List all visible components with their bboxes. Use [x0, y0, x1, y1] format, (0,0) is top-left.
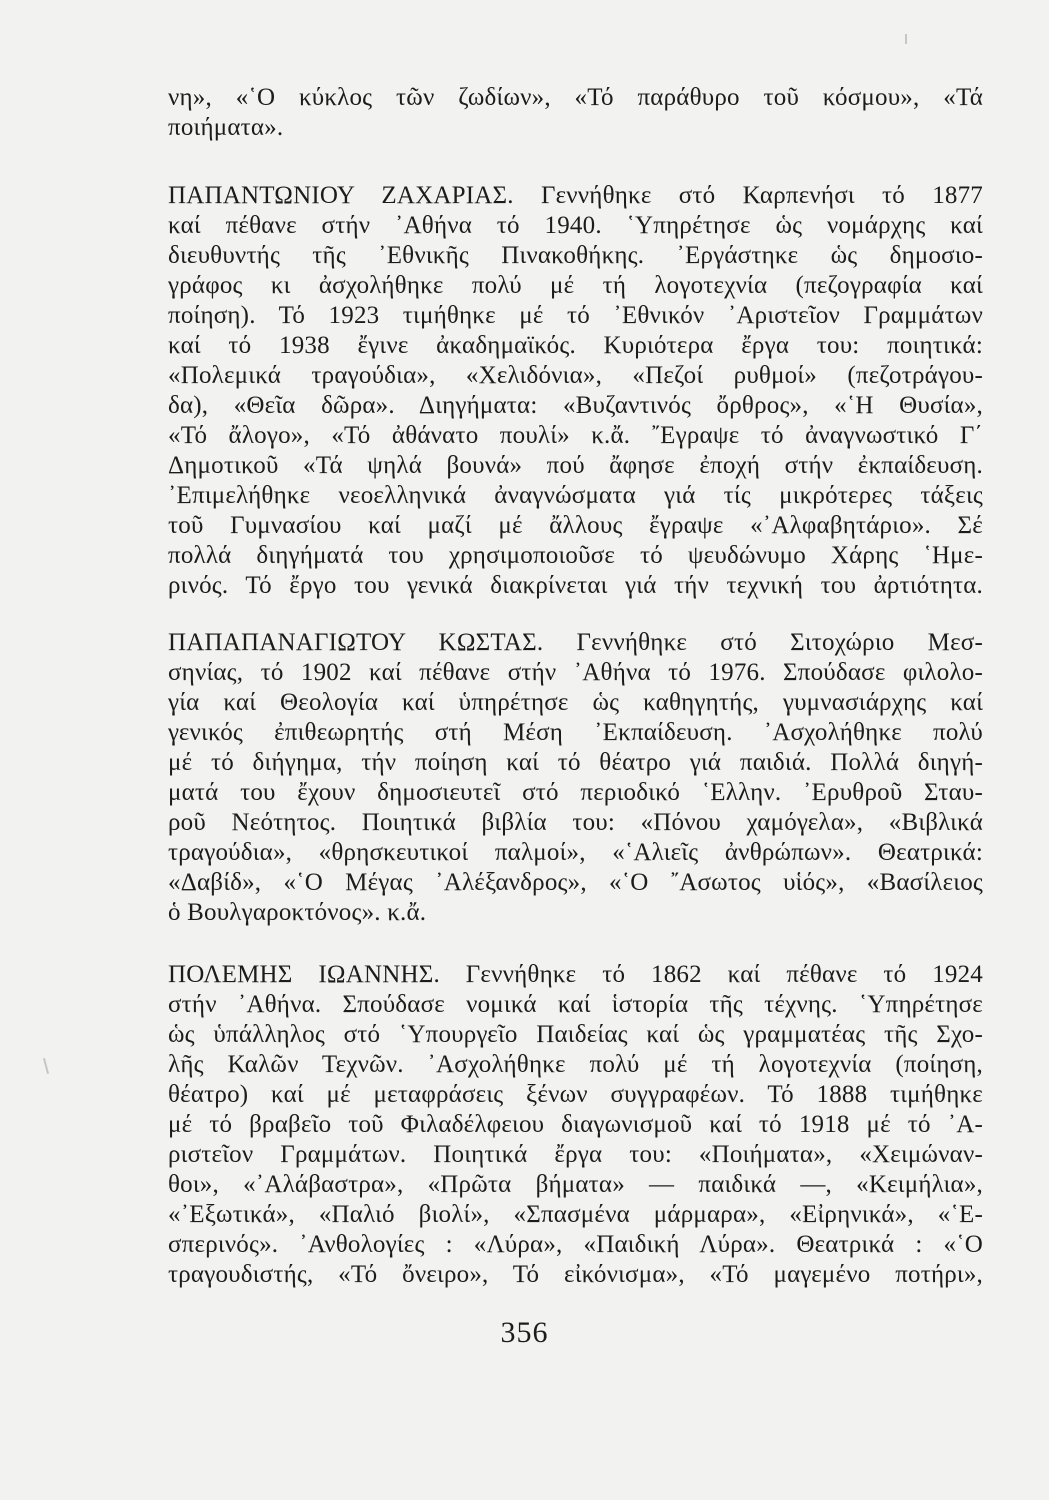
text-line: γράφος κι ἀσχολήθηκε πολύ μέ τή λογοτεχνία (πεζογραφία καί [168, 272, 983, 299]
text-line: λῆς Καλῶν Τεχνῶν. ᾿Ασχολήθηκε πολύ μέ τή λογοτεχνία (ποίηση, [168, 1051, 983, 1078]
text-line: ΠΟΛΕΜΗΣ ΙΩΑΝΝΗΣ. Γεννήθηκε τό 1862 καί πέθανε τό 1924 [168, 961, 983, 988]
text-line: σπερινός». ᾿Ανθολογίες : «Λύρα», «Παιδική Λύρα». Θεατρικά : «῾Ο [168, 1231, 983, 1258]
text-line: ᾿Επιμελήθηκε νεοελληνικά ἀναγνώσματα γιά τίς μικρότερες τάξεις [168, 482, 983, 509]
text-line: ποιήματα». [168, 114, 284, 141]
text-line: ὁ Βουλγαροκτόνος». κ.ἄ. [168, 899, 427, 926]
text-line: ΠΑΠΑΠΑΝΑΓΙΩΤΟΥ ΚΩΣΤΑΣ. Γεννήθηκε στό Σιτοχώριο Μεσ- [168, 629, 983, 656]
text-line: «Πολεμικά τραγούδια», «Χελιδόνια», «Πεζοί ρυθμοί» (πεζοτράγου- [168, 362, 983, 389]
text-line: καί τό 1938 ἔγινε ἀκαδημαϊκός. Κυριότερα ἔργα του: ποιητικά: [168, 332, 983, 359]
text-line: μέ τό διήγημα, τήν ποίηση καί τό θέατρο γιά παιδιά. Πολλά διηγή- [168, 749, 983, 776]
text-line: διευθυντής τῆς ᾿Εθνικῆς Πινακοθήκης. ᾿Εργάστηκε ὡς δημοσιο- [168, 242, 983, 269]
entry-papapanagiotou-kostas [168, 628, 983, 928]
intro-paragraph [168, 83, 983, 143]
text-line: ρινός. Τό ἔργο του γενικά διακρίνεται γιά τήν τεχνική του ἀρτιότητα. [168, 572, 983, 599]
text-line: μέ τό βραβεῖο τοῦ Φιλαδέλφειου διαγωνισμοῦ καί τό 1918 μέ τό ᾿Α- [168, 1111, 983, 1138]
text-line: γενικός ἐπιθεωρητής στή Μέση ᾿Εκπαίδευση. ᾿Ασχολήθηκε πολύ [168, 719, 983, 746]
text-line: ροῦ Νεότητος. Ποιητικά βιβλία του: «Πόνου χαμόγελα», «Βιβλικά [168, 809, 983, 836]
paper-speck [905, 34, 907, 44]
text-line: καί πέθανε στήν ᾿Αθήνα τό 1940. ῾Υπηρέτησε ὡς νομάρχης καί [168, 212, 983, 239]
text-line: πολλά διηγήματά του χρησιμοποιοῦσε τό ψευδώνυμο Χάρης ῾Ημε- [168, 542, 983, 569]
text-line: γία καί Θεολογία καί ὑπηρέτησε ὡς καθηγητής, γυμνασιάρχης καί [168, 689, 983, 716]
entry-polemis-ioannis [168, 960, 983, 1290]
entry-papantoniou-zacharias [168, 181, 983, 601]
text-line: θοι», «᾿Αλάβαστρα», «Πρῶτα βήματα» — παιδικά —, «Κειμήλια», [168, 1171, 983, 1198]
text-line: ποίηση). Τό 1923 τιμήθηκε μέ τό ᾿Εθνικόν ᾿Αριστεῖον Γραμμάτων [168, 302, 983, 329]
text-line: ματά του ἔχουν δημοσιευτεῖ στό περιοδικό ῾Ελλην. ᾿Ερυθροῦ Σταυ- [168, 779, 983, 806]
text-line: θέατρο) καί μέ μεταφράσεις ξένων συγγραφέων. Τό 1888 τιμήθηκε [168, 1081, 983, 1108]
text-line: τραγούδια», «θρησκευτικοί παλμοί», «῾Αλιεῖς ἀνθρώπων». Θεατρικά: [168, 839, 983, 866]
text-line: «Δαβίδ», «῾Ο Μέγας ᾿Αλέξανδρος», «῾Ο ῎Ασωτος υἱός», «Βασίλειος [168, 869, 983, 896]
text-line: δα), «Θεῖα δῶρα». Διηγήματα: «Βυζαντινός ὄρθρος», «῾Η Θυσία», [168, 392, 983, 419]
paper-speck [43, 1058, 49, 1074]
text-line: σηνίας, τό 1902 καί πέθανε στήν ᾿Αθήνα τό 1976. Σπούδασε φιλολο- [168, 659, 983, 686]
text-line: ὡς ὑπάλληλος στό ῾Υπουργεῖο Παιδείας καί ὡς γραμματέας τῆς Σχο- [168, 1021, 983, 1048]
text-line: ριστεῖον Γραμμάτων. Ποιητικά ἔργα του: «Ποιήματα», «Χειμώναν- [168, 1141, 983, 1168]
text-line: τραγουδιστής, «Τό ὄνειρο», Τό εἰκόνισμα», «Τό μαγεμένο ποτήρι», [168, 1261, 983, 1288]
text-line: «᾿Εξωτικά», «Παλιό βιολί», «Σπασμένα μάρμαρα», «Εἰρηνικά», «῾Ε- [168, 1201, 983, 1228]
page-number: 356 [500, 1316, 549, 1349]
text-line: τοῦ Γυμνασίου καί μαζί μέ ἄλλους ἔγραψε «᾿Αλφαβητάριο». Σέ [168, 512, 983, 539]
text-line: νη», «῾Ο κύκλος τῶν ζωδίων», «Τό παράθυρο τοῦ κόσμου», «Τά [168, 84, 983, 111]
text-line: ΠΑΠΑΝΤΩΝΙΟΥ ΖΑΧΑΡΙΑΣ. Γεννήθηκε στό Καρπενήσι τό 1877 [168, 182, 983, 209]
text-line: «Τό ἄλογο», «Τό ἀθάνατο πουλί» κ.ἄ. ῎Εγραψε τό ἀναγνωστικό Γ΄ [168, 422, 983, 449]
text-line: στήν ᾿Αθήνα. Σπούδασε νομικά καί ἱστορία τῆς τέχνης. ῾Υπηρέτησε [168, 991, 983, 1018]
text-line: Δημοτικοῦ «Τά ψηλά βουνά» πού ἄφησε ἐποχή στήν ἐκπαίδευση. [168, 452, 983, 479]
